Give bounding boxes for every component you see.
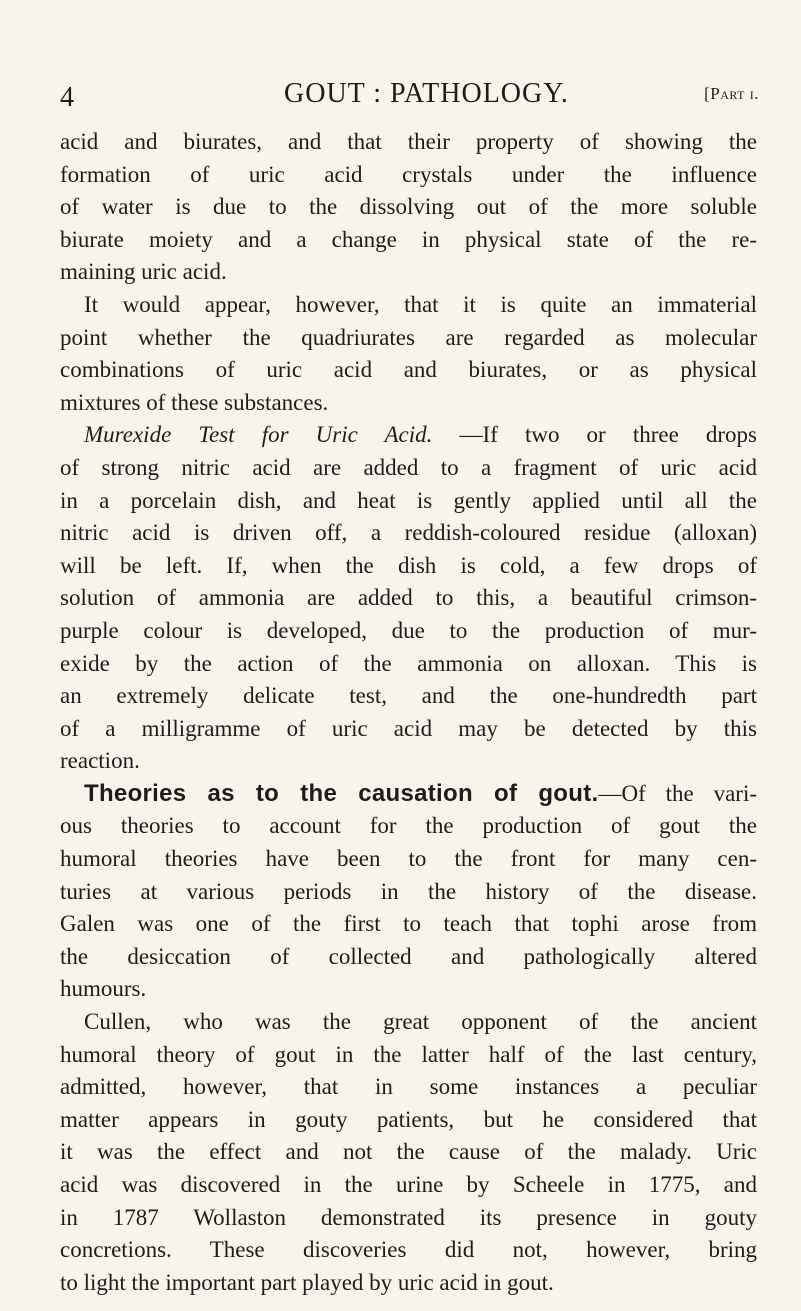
text-line: Galen was one of the first to teach that tophi arose from	[60, 911, 757, 937]
running-title: GOUT : PATHOLOGY.	[284, 78, 569, 109]
theories-section-heading: Theories as to the causation of gout.	[84, 779, 599, 807]
text-line: turies at various periods in the history of the disease.	[60, 878, 757, 904]
text-line: of water is due to the dissolving out of the more soluble	[60, 194, 757, 220]
body-text	[60, 126, 757, 1299]
text-line: purple colour is developed, due to the production of mur-	[60, 617, 757, 643]
text-line: mixtures of these substances.	[60, 389, 329, 415]
text-line: in 1787 Wollaston demonstrated its presence in gouty	[60, 1204, 757, 1230]
text-line: acid was discovered in the urine by Scheele in 1775, and	[60, 1172, 757, 1197]
text-line: humoral theory of gout in the latter half of the last century,	[60, 1041, 757, 1067]
text-line: an extremely delicate test, and the one-hundredth part	[60, 683, 757, 709]
text-line: admitted, however, that in some instances a peculiar	[60, 1074, 757, 1100]
text-line: will be left. If, when the dish is cold, a few drops of	[60, 552, 757, 578]
text-line: biurate moiety and a change in physical state of the re-	[60, 226, 757, 252]
text-line-theories-heading	[60, 778, 757, 811]
text-line: concretions. These discoveries did not, however, bring	[60, 1237, 757, 1263]
text-line: in a porcelain dish, and heat is gently applied until all the	[60, 487, 757, 513]
text-line: of a milligramme of uric acid may be detected by this	[60, 715, 757, 741]
text-line: of strong nitric acid are added to a fragment of uric acid	[60, 454, 757, 480]
text-line: nitric acid is driven off, a reddish-coloured residue (alloxan)	[60, 520, 757, 546]
text-line: ous theories to account for the production of gout the	[60, 813, 757, 839]
text-line: humours.	[60, 976, 147, 1002]
text-line: combinations of uric acid and biurates, or as physical	[60, 357, 757, 383]
text-line-murexide-heading	[60, 419, 757, 452]
text-line: Cullen, who was the great opponent of the ancient	[84, 1009, 757, 1035]
text-line: formation of uric acid crystals under the influence	[60, 161, 757, 187]
text-line: reaction.	[60, 748, 140, 774]
text-line: solution of ammonia are added to this, a beautiful crimson-	[60, 585, 757, 611]
text-line: point whether the quadriurates are regarded as molecular	[60, 324, 757, 350]
murexide-heading-continuation: —If two or three drops	[459, 422, 758, 448]
text-line: to light the important part played by uric acid in gout.	[60, 1269, 554, 1295]
running-head	[60, 78, 759, 118]
text-line: the desiccation of collected and pathologically altered	[60, 943, 757, 969]
murexide-test-heading: Murexide Test for Uric Acid.	[84, 422, 433, 448]
text-line: it was the effect and not the cause of the malady. Uric	[60, 1139, 757, 1165]
text-line: maining uric acid.	[60, 259, 227, 285]
page-number: 4	[60, 82, 75, 113]
text-line: It would appear, however, that it is quite an immaterial	[84, 291, 757, 317]
text-line: acid and biurates, and that their property of showing the	[60, 129, 757, 154]
text-line: exide by the action of the ammonia on alloxan. This is	[60, 650, 757, 676]
text-line: humoral theories have been to the front for many cen-	[60, 846, 757, 872]
text-line: matter appears in gouty patients, but he considered that	[60, 1106, 757, 1132]
part-label: [Part i.	[704, 84, 759, 103]
theories-heading-continuation: —Of the vari-	[598, 780, 757, 806]
